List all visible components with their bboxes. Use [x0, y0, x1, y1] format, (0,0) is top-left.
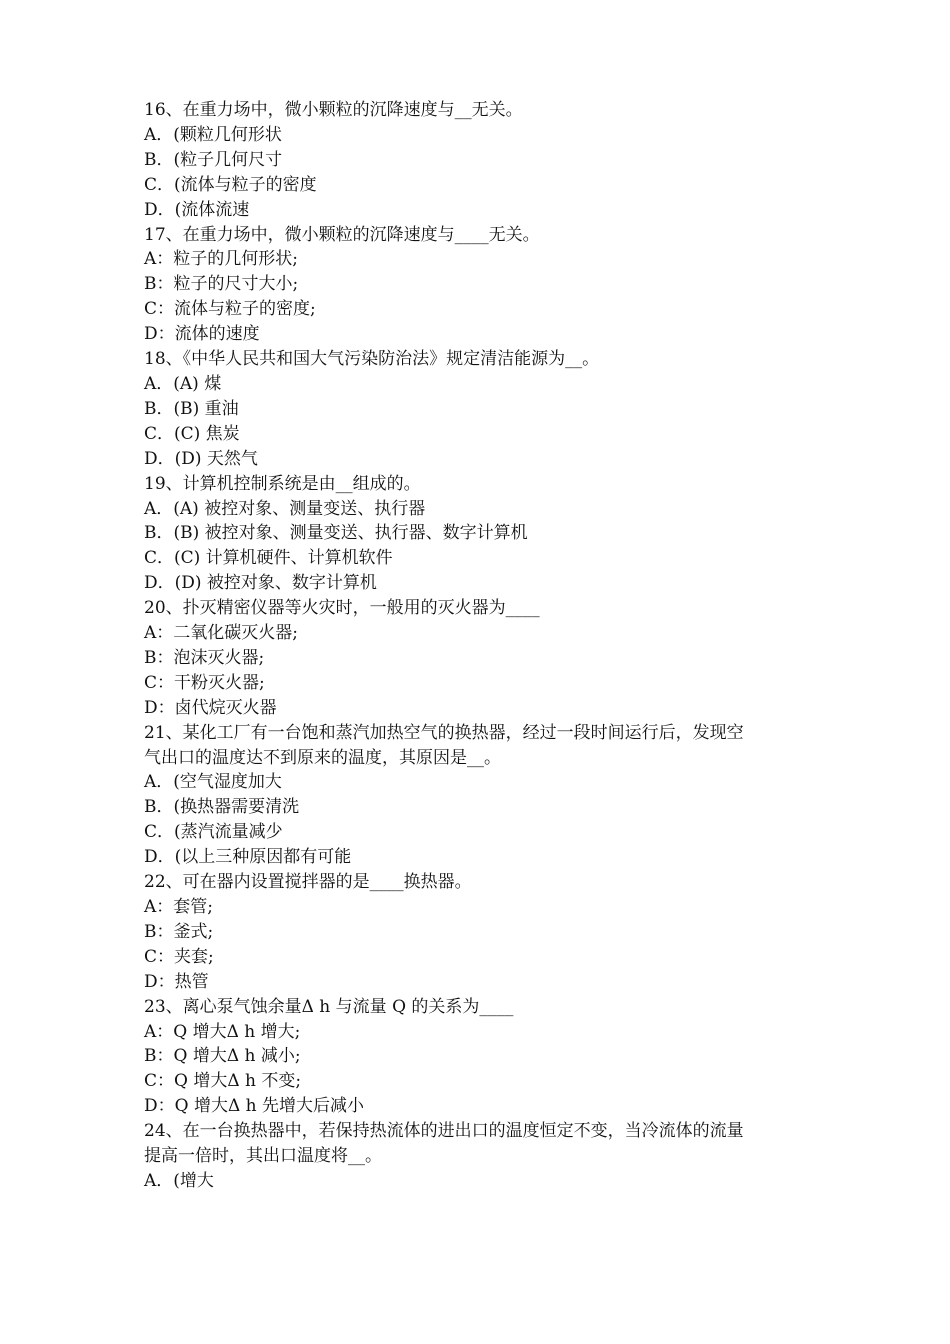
question-16-option-c: C．(流体与粒子的密度	[144, 174, 317, 195]
question-23-stem: 23、离心泵气蚀余量Δ h 与流量 Q 的关系为____	[144, 996, 514, 1017]
question-24-stem-line-2: 提高一倍时，其出口温度将__。	[144, 1146, 382, 1167]
question-23-option-b: B：Q 增大Δ h 减小;	[144, 1046, 301, 1067]
question-19-option-a: A．(A) 被控对象、测量变送、执行器	[144, 498, 426, 519]
question-20-stem: 20、扑灭精密仪器等火灾时，一般用的灭火器为____	[144, 598, 540, 619]
question-24-option-a: A．(增大	[144, 1170, 214, 1191]
question-23-option-d: D：Q 增大Δ h 先增大后减小	[144, 1096, 365, 1117]
question-20-option-a: A：二氧化碳灭火器;	[144, 623, 299, 644]
question-18-option-b: B．(B) 重油	[144, 398, 239, 419]
question-21-option-c: C．(蒸汽流量减少	[144, 822, 283, 843]
question-17-stem: 17、在重力场中，微小颗粒的沉降速度与____无关。	[144, 224, 540, 245]
question-16-option-d: D．(流体流速	[144, 199, 250, 220]
question-21-option-d: D．(以上三种原因都有可能	[144, 847, 352, 868]
question-18-option-c: C．(C) 焦炭	[144, 423, 240, 444]
question-18-option-d: D．(D) 天然气	[144, 448, 258, 469]
question-18-stem: 18、《中华人民共和国大气污染防治法》规定清洁能源为__。	[144, 349, 600, 370]
question-17-option-d: D：流体的速度	[144, 324, 260, 345]
question-20-option-b: B：泡沫灭火器;	[144, 647, 265, 668]
question-23-option-a: A：Q 增大Δ h 增大;	[144, 1021, 301, 1042]
question-16-option-b: B．(粒子几何尺寸	[144, 149, 283, 170]
question-17-option-c: C：流体与粒子的密度;	[144, 299, 316, 320]
question-19-option-d: D．(D) 被控对象、数字计算机	[144, 573, 377, 594]
question-22-stem: 22、可在器内设置搅拌器的是____换热器。	[144, 872, 472, 893]
document-page	[144, 98, 814, 1194]
question-18-option-a: A．(A) 煤	[144, 373, 222, 394]
question-24-stem-line-1: 24、在一台换热器中，若保持热流体的进出口的温度恒定不变，当冷流体的流量	[144, 1121, 744, 1142]
question-19-option-b: B．(B) 被控对象、测量变送、执行器、数字计算机	[144, 523, 528, 544]
question-23-option-c: C：Q 增大Δ h 不变;	[144, 1071, 302, 1092]
question-16-option-a: A．(颗粒几何形状	[144, 124, 282, 145]
question-21-stem-line-2: 气出口的温度达不到原来的温度，其原因是__。	[144, 747, 501, 768]
question-20-option-d: D：卤代烷灭火器	[144, 697, 277, 718]
question-22-option-a: A：套管;	[144, 897, 214, 917]
question-21-option-a: A．(空气湿度加大	[144, 772, 282, 793]
question-17-option-b: B：粒子的尺寸大小;	[144, 274, 299, 295]
question-20-option-c: C：干粉灭火器;	[144, 672, 265, 693]
question-19-stem: 19、计算机控制系统是由__组成的。	[144, 473, 421, 494]
question-22-option-c: C：夹套;	[144, 946, 214, 967]
question-22-option-d: D：热管	[144, 971, 209, 992]
question-21-stem-line-1: 21、某化工厂有一台饱和蒸汽加热空气的换热器，经过一段时间运行后，发现空	[144, 722, 744, 743]
question-17-option-a: A：粒子的几何形状;	[144, 249, 299, 270]
question-21-option-b: B．(换热器需要清洗	[144, 797, 300, 818]
question-22-option-b: B：釜式;	[144, 921, 214, 942]
question-16-stem: 16、在重力场中，微小颗粒的沉降速度与__无关。	[144, 100, 523, 120]
question-19-option-c: C．(C) 计算机硬件、计算机软件	[144, 548, 393, 569]
